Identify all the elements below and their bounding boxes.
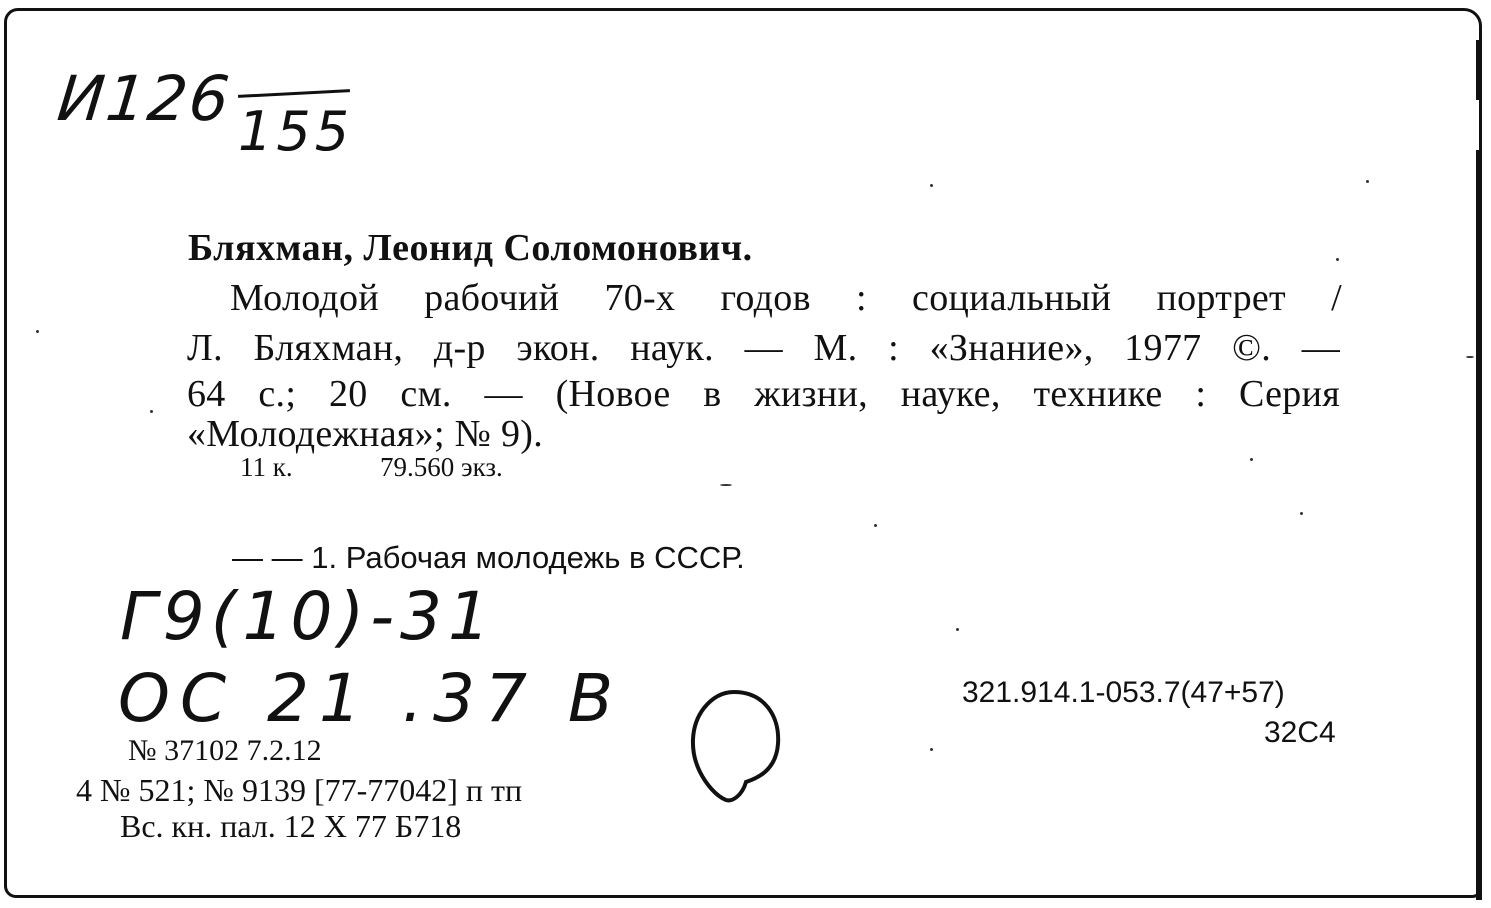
scan-speck bbox=[720, 484, 732, 486]
subject-heading: — — 1. Рабочая молодежь в СССР. bbox=[232, 540, 745, 575]
price: 11 к. bbox=[240, 452, 293, 482]
scan-speck bbox=[1336, 258, 1339, 261]
scan-speck bbox=[930, 184, 933, 187]
author-heading: Бляхман, Леонид Соломонович. bbox=[188, 227, 753, 269]
card-edge-mark bbox=[1476, 40, 1480, 100]
udc-code: 321.914.1-053.7(47+57) bbox=[962, 676, 1285, 709]
classification-mark-2: ОС 21 .37 В bbox=[118, 660, 624, 737]
classifier-code: 32С4 bbox=[1264, 716, 1336, 749]
registration-line-1: № 37102 7.2.12 bbox=[128, 734, 322, 767]
title-line-3: 64 с.; 20 см. — (Новое в жизни, науке, технике : Серия bbox=[187, 373, 1340, 415]
scan-speck bbox=[150, 410, 153, 413]
registration-line-3: Вс. кн. пал. 12 Х 77 Б718 bbox=[120, 808, 462, 844]
title-line-1: Молодой рабочий 70-х годов : социальный портрет / bbox=[230, 277, 1342, 319]
scan-speck bbox=[930, 748, 933, 751]
scan-speck bbox=[874, 524, 877, 527]
shelf-subnumber: 155 bbox=[238, 100, 354, 163]
shelf-number: И126 bbox=[54, 62, 235, 135]
card-edge-shadow bbox=[1476, 150, 1482, 900]
scan-speck bbox=[1250, 458, 1253, 461]
scan-speck bbox=[36, 330, 39, 333]
punch-hole-icon bbox=[686, 686, 782, 806]
registration-line-2: 4 № 521; № 9139 [77-77042] п тп bbox=[76, 772, 523, 808]
scan-speck bbox=[956, 628, 959, 631]
scan-speck bbox=[1466, 356, 1474, 358]
classification-mark-1: Г9(10)-31 bbox=[120, 578, 497, 655]
print-run: 79.560 экз. bbox=[380, 452, 503, 482]
scan-speck bbox=[1366, 180, 1369, 183]
scan-speck bbox=[1300, 512, 1303, 515]
title-line-2: Л. Бляхман, д-р экон. наук. — М. : «Знание», 1977 ©. — bbox=[187, 327, 1340, 369]
title-line-4: «Молодежная»; № 9). bbox=[187, 413, 544, 455]
